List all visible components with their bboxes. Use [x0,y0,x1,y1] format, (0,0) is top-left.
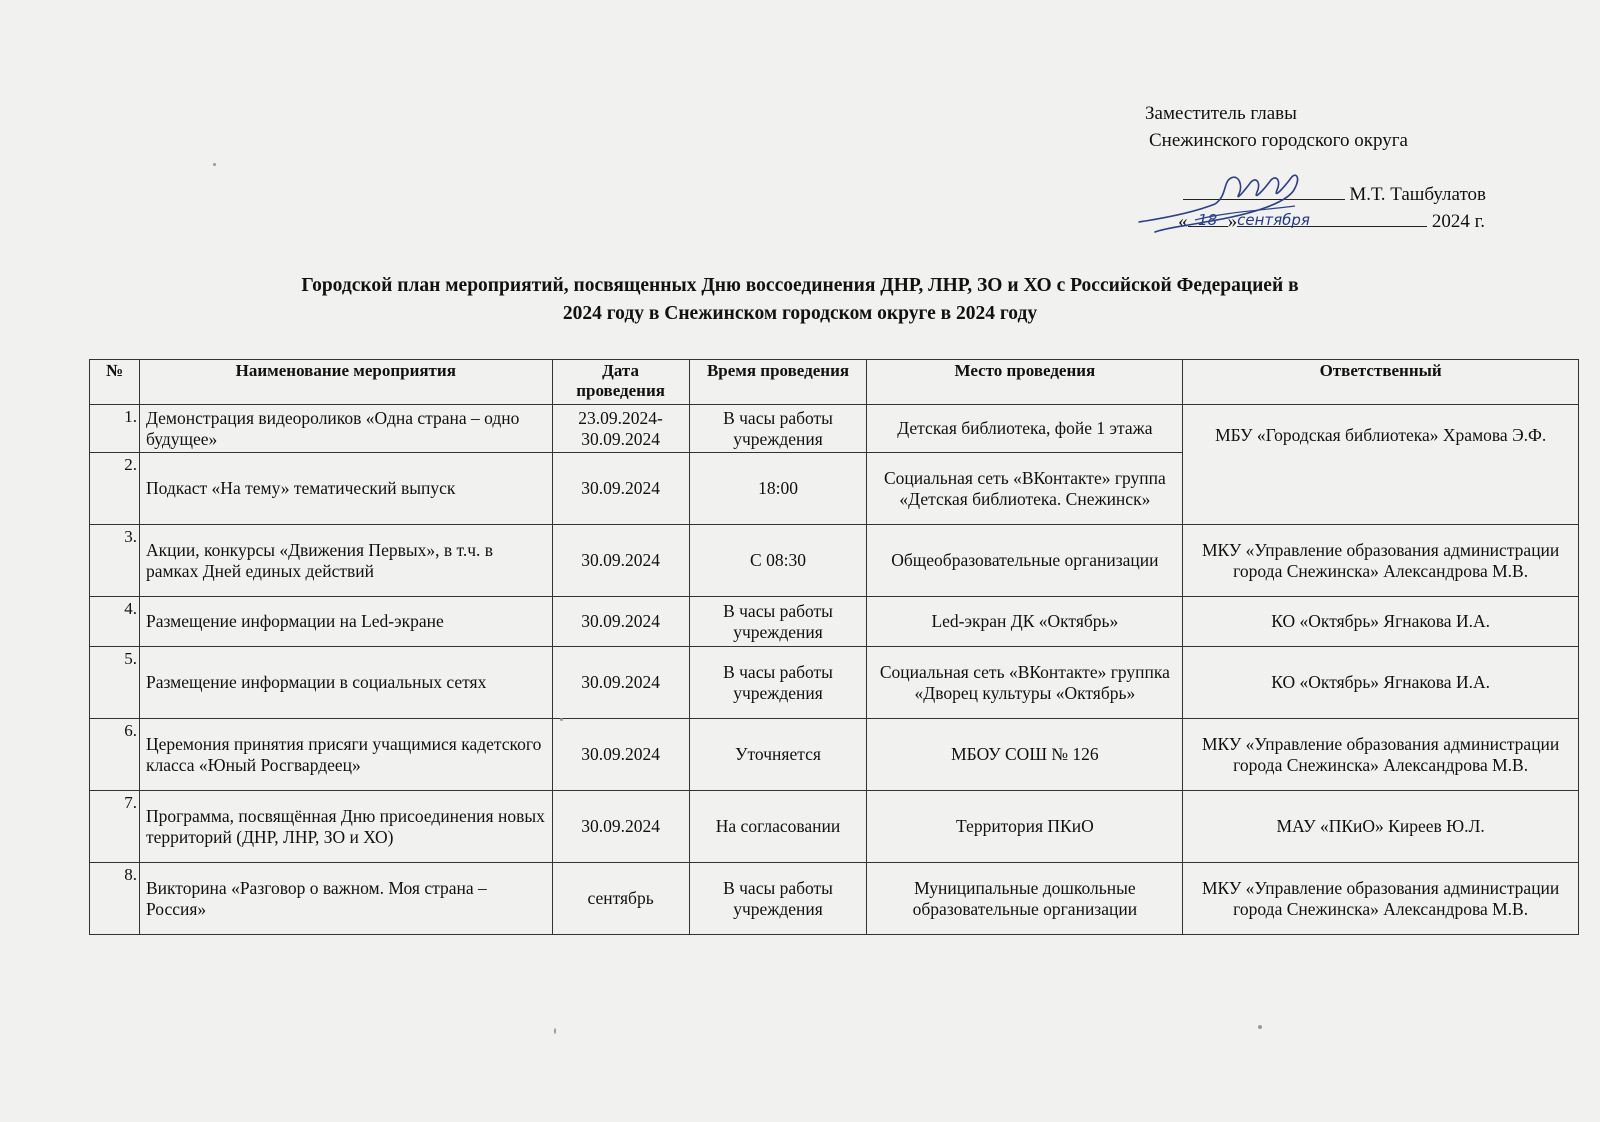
row-time: В часы работы учреждения [689,597,867,647]
row-responsible: МБУ «Городская библиотека» Храмова Э.Ф. [1183,405,1579,525]
row-responsible: МКУ «Управление образования администрации города Снежинска» Александрова М.В. [1183,863,1579,935]
row-place: Социальная сеть «ВКонтакте» группка «Дворец культуры «Октябрь» [867,647,1183,719]
approval-organization: Снежинского городского округа [1149,130,1408,151]
table-row [90,405,1579,453]
row-time: С 08:30 [689,525,867,597]
row-time: В часы работы учреждения [689,863,867,935]
row-num: 5. [90,647,140,719]
row-name: Программа, посвящённая Дню присоединения новых территорий (ДНР, ЛНР, ЗО и ХО) [139,791,552,863]
approval-position: Заместитель главы [1145,103,1297,124]
row-place: Led-экран ДК «Октябрь» [867,597,1183,647]
row-num: 3. [90,525,140,597]
row-name: Викторина «Разговор о важном. Моя страна – Россия» [139,863,552,935]
table-row [90,791,1579,863]
row-num: 8. [90,863,140,935]
row-responsible: МКУ «Управление образования администрации города Снежинска» Александрова М.В. [1183,719,1579,791]
row-date: 23.09.2024-30.09.2024 [552,405,689,453]
row-time: 18:00 [689,453,867,525]
title-line-2: 2024 году в Снежинском городском округе в 2024 году [562,303,1038,324]
table-header-row [90,360,1579,405]
row-time: Уточняется [689,719,867,791]
row-place: Территория ПКиО [867,791,1183,863]
row-responsible: МАУ «ПКиО» Киреев Ю.Л. [1183,791,1579,863]
approval-block [1145,100,1515,235]
row-num: 7. [90,791,140,863]
row-place: Детская библиотека, фойе 1 этажа [867,405,1183,453]
row-time: В часы работы учреждения [689,405,867,453]
row-num: 1. [90,405,140,453]
date-day: 18 [1198,211,1218,229]
header-place: Место проведения [867,360,1183,405]
row-date: 30.09.2024 [552,719,689,791]
scan-speck [213,163,216,166]
row-time: В часы работы учреждения [689,647,867,719]
scan-speck [1258,1025,1262,1029]
date-year: 2024 г. [1431,211,1485,232]
header-time: Время проведения [689,360,867,405]
approval-signatory: М.Т. Ташбулатов [1349,184,1486,205]
events-table [89,359,1579,935]
row-num: 4. [90,597,140,647]
row-date: сентябрь [552,863,689,935]
row-name: Размещение информации на Led-экране [139,597,552,647]
row-time: На согласовании [689,791,867,863]
header-name: Наименование мероприятия [139,360,552,405]
row-name: Демонстрация видеороликов «Одна страна – одно будущее» [139,405,552,453]
row-name: Церемония принятия присяги учащимися кадетского класса «Юный Росгвардеец» [139,719,552,791]
date-close-quote: » [1227,211,1238,232]
row-name: Акции, конкурсы «Движения Первых», в т.ч. в рамках Дней единых действий [139,525,552,597]
row-date: 30.09.2024 [552,453,689,525]
table-row [90,597,1579,647]
row-name: Размещение информации в социальных сетях [139,647,552,719]
table-row [90,525,1579,597]
header-date: Дата проведения [552,360,689,405]
row-responsible: КО «Октябрь» Ягнакова И.А. [1183,597,1579,647]
table-row [90,647,1579,719]
row-date: 30.09.2024 [552,597,689,647]
row-date: 30.09.2024 [552,791,689,863]
row-place: Муниципальные дошкольные образовательные организации [867,863,1183,935]
row-responsible: МКУ «Управление образования администрации города Снежинска» Александрова М.В. [1183,525,1579,597]
row-place: Общеобразовательные организации [867,525,1183,597]
date-month: сентября [1237,211,1310,229]
header-responsible: Ответственный [1183,360,1579,405]
row-responsible: КО «Октябрь» Ягнакова И.А. [1183,647,1579,719]
row-name: Подкаст «На тему» тематический выпуск [139,453,552,525]
handwritten-signature [1135,160,1335,240]
row-place: МБОУ СОШ № 126 [867,719,1183,791]
title-line-1: Городской план мероприятий, посвященных Дню воссоединения ДНР, ЛНР, ЗО и ХО с Российской Федерацией в [301,275,1299,296]
row-place: Социальная сеть «ВКонтакте» группа «Детская библиотека. Снежинск» [867,453,1183,525]
header-num: № [90,360,140,405]
row-date: 30.09.2024 [552,647,689,719]
document-title [130,272,1470,328]
scan-speck [554,1028,556,1034]
row-num: 6. [90,719,140,791]
row-date: 30.09.2024 [552,525,689,597]
date-open-quote: « [1178,211,1188,232]
table-row [90,863,1579,935]
table-row [90,719,1579,791]
scan-speck [560,718,563,721]
row-num: 2. [90,453,140,525]
